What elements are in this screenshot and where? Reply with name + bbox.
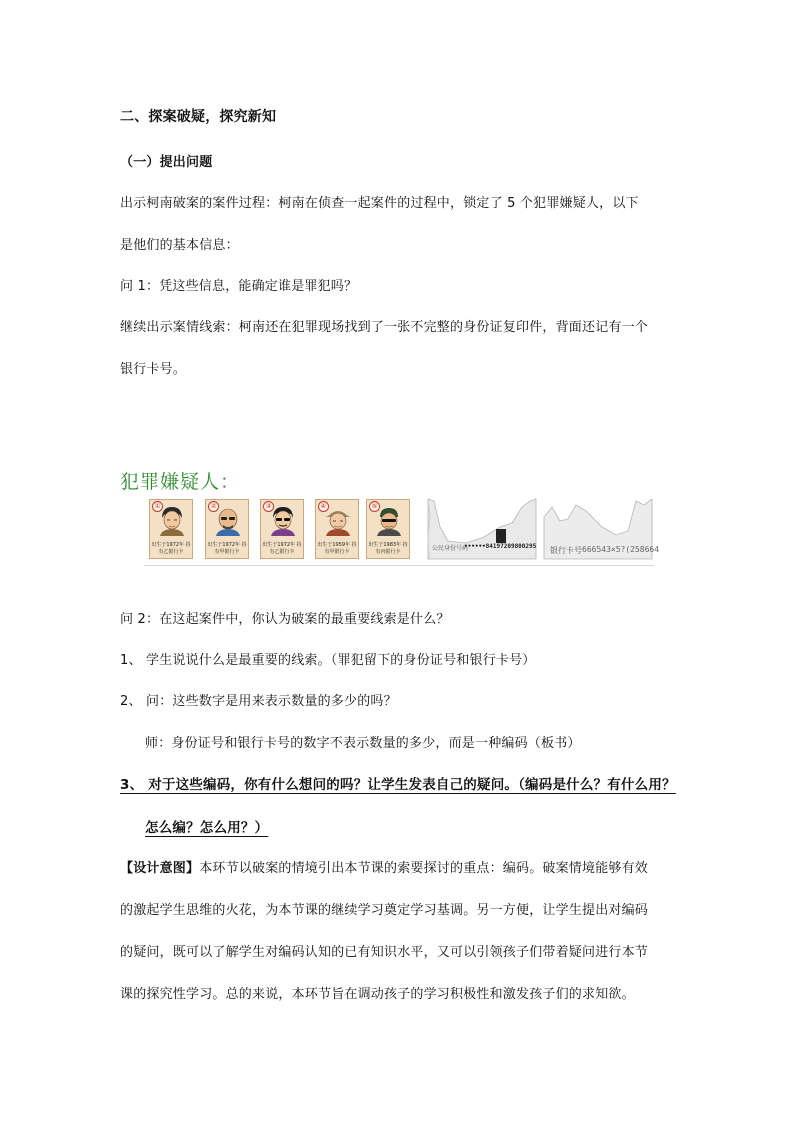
suspect-card <box>149 499 193 559</box>
list-item: 1、 学生说说什么是最重要的线索。（罪犯留下的身份证号和银行卡号） <box>120 653 536 668</box>
bank-card-note <box>542 497 660 561</box>
id-number-label: 公民身份号码 <box>432 545 469 552</box>
suspects-figure-title: 犯罪嫌疑人： <box>120 471 241 493</box>
paragraph-line: 是他们的基本信息： <box>120 238 239 253</box>
suspects-figure <box>144 497 660 566</box>
suspect-info: 出生于1972年 持有甲银行卡 <box>207 542 247 555</box>
subheading: （一）提出问题 <box>120 155 213 170</box>
bank-number-label: 银行卡号 <box>550 546 582 555</box>
suspect-number: ① <box>152 501 163 512</box>
question-1: 问 1：凭这些信息，能确定谁是罪犯吗？ <box>120 279 358 294</box>
paragraph-line: 继续出示案情线索：柯南还在犯罪现场找到了一张不完整的身份证复印件，背面还记有一个 <box>120 320 649 335</box>
suspect-card <box>315 499 359 559</box>
paragraph-line: 银行卡号。 <box>120 362 187 377</box>
suspect-card <box>366 499 410 559</box>
suspect-info: 出生于1983年 持有丙银行卡 <box>368 542 408 555</box>
list-item: 2、 问：这些数字是用来表示数量的多少的吗？ <box>120 694 397 709</box>
suspect-portrait-icon <box>156 504 188 536</box>
section-heading: 二、探案破疑，探究新知 <box>120 109 277 125</box>
suspect-number: ④ <box>318 501 329 512</box>
teacher-line: 师：身份证号和银行卡号的数字不表示数量的多少，而是一种编码（板书） <box>145 736 581 751</box>
design-intent-line: 的激起学生思维的火花，为本节课的继续学习奠定学习基调。另一方便，让学生提出对编码 <box>120 903 649 918</box>
question-2: 问 2：在这起案件中，你认为破案的最重要线索是什么？ <box>120 612 450 627</box>
design-intent-text: 本环节以破案的情境引出本节课的索要探讨的重点：编码。破案情境能够有效 <box>199 861 649 876</box>
design-intent-line: 课的探究性学习。总的来说，本环节旨在调动孩子的学习积极性和激发孩子们的求知欲。 <box>120 987 635 1002</box>
suspect-card <box>260 499 304 559</box>
list-item-emphasis: 3、 对于这些编码，你有什么想问的吗？让学生发表自己的疑问。（编码是什么？有什么用？ <box>120 777 676 793</box>
suspect-number: ② <box>208 501 219 512</box>
suspect-portrait-icon <box>322 504 354 536</box>
paragraph-line: 出示柯南破案的案件过程：柯南在侦查一起案件的过程中，锁定了 5 个犯罪嫌疑人，以下 <box>120 196 639 211</box>
suspect-info: 出生于1959年 持有甲银行卡 <box>317 542 357 555</box>
suspect-portrait-icon <box>267 504 299 536</box>
list-item-emphasis: 怎么编？怎么用？） <box>145 820 269 836</box>
suspect-portrait-icon <box>212 504 244 536</box>
id-number: ••••••84197209800295 <box>464 543 537 550</box>
suspect-number: ③ <box>263 501 274 512</box>
design-intent-line <box>120 857 648 876</box>
suspect-info: 出生于1972年 持有乙银行卡 <box>151 542 191 555</box>
id-card-fragment <box>426 497 538 561</box>
design-intent-label: 【设计意图】 <box>120 861 200 876</box>
design-intent-line: 的疑问，既可以了解学生对编码认知的已有知识水平，又可以引领孩子们带着疑问进行本节 <box>120 945 649 960</box>
suspect-portrait-icon <box>373 504 405 536</box>
suspect-card <box>205 499 249 559</box>
bank-card-number: 666543×5?(258664 <box>582 545 660 554</box>
suspect-info: 出生于1972年 持有乙银行卡 <box>262 542 302 555</box>
suspect-number: ⑤ <box>369 501 380 512</box>
